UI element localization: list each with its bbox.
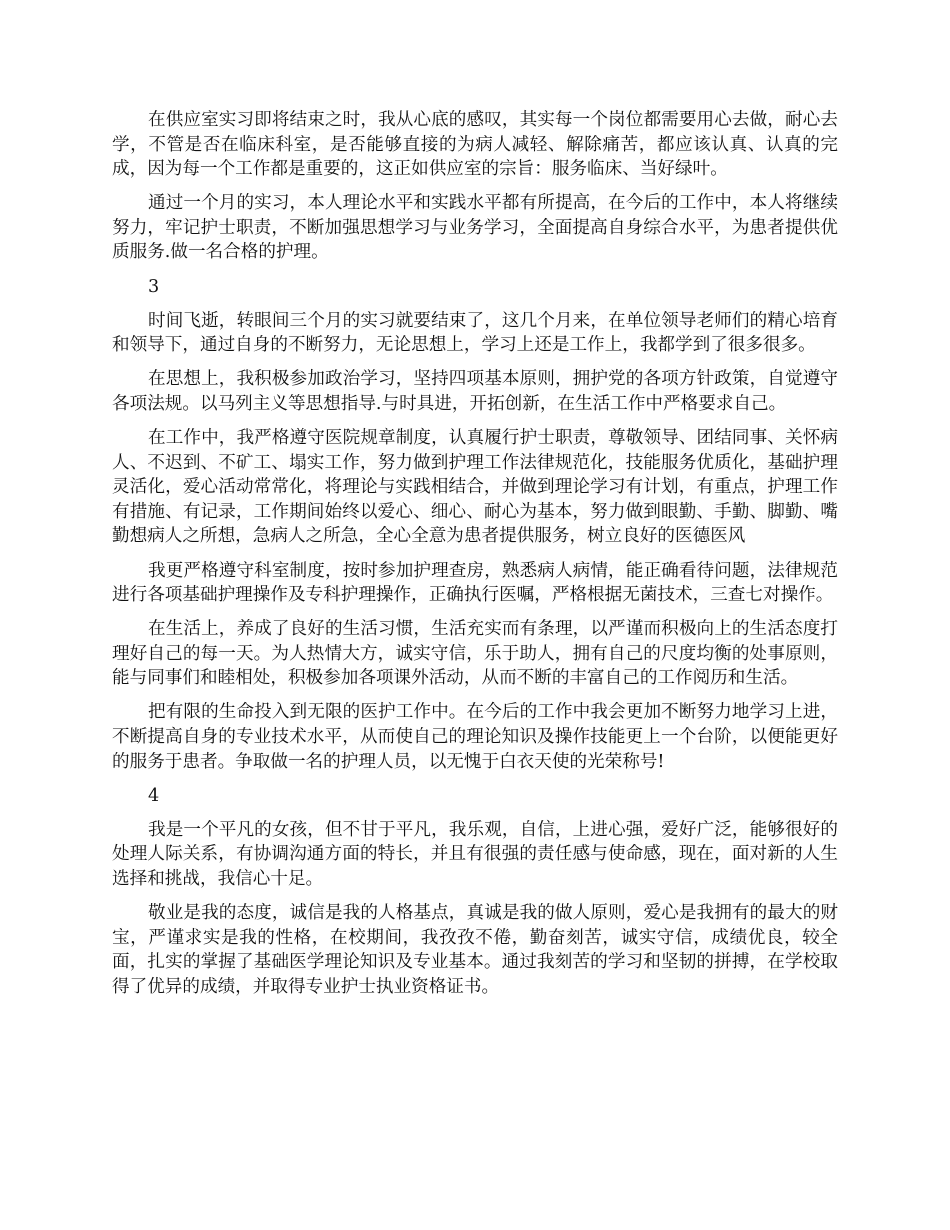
paragraph-1: 在供应室实习即将结束之时，我从心底的感叹，其实每一个岗位都需要用心去做，耐心去学，不管是否在临床科室，是否能够直接的为病人减轻、解除痛苦，都应该认真、认真的完成，因为每一个工作都是重要的，这正如供应室的宗旨：服务临床、当好绿叶。 bbox=[112, 110, 838, 180]
document-body bbox=[112, 108, 838, 1009]
paragraph-9: 我是一个平凡的女孩，但不甘于平凡，我乐观，自信，上进心强，爱好广泛，能够很好的处理人际关系，有协调沟通方面的特长，并且有很强的责任感与使命感，现在，面对新的人生选择和挑战，我信心十足。 bbox=[112, 819, 838, 890]
paragraph-2: 通过一个月的实习，本人理论水平和实践水平都有所提高，在今后的工作中，本人将继续努力，牢记护士职责，不断加强思想学习与业务学习，全面提高自身综合水平，为患者提供优质服务.做一名合格的护理。 bbox=[112, 193, 838, 263]
paragraph-4: 在思想上，我积极参加政治学习，坚持四项基本原则，拥护党的各项方针政策，自觉遵守各项法规。以马列主义等思想指导.与时具进，开拓创新，在生活工作中严格要求自己。 bbox=[112, 369, 838, 414]
paragraph-6: 我更严格遵守科室制度，按时参加护理查房，熟悉病人病情，能正确看待问题，法律规范进行各项基础护理操作及专科护理操作，正确执行医嘱，严格根据无菌技术，三查七对操作。 bbox=[112, 560, 838, 606]
paragraph-8: 把有限的生命投入到无限的医护工作中。在今后的工作中我会更加不断努力地学习上进，不断提高自身的专业技术水平，从而使自己的理论知识及操作技能更上一个台阶，以便能更好的服务于患者。争取做一名的护理人员，以无愧于白衣天使的光荣称号! bbox=[112, 702, 838, 772]
section-number-3: 3 bbox=[148, 276, 160, 297]
paragraph-3: 时间飞逝，转眼间三个月的实习就要结束了，这几个月来，在单位领导老师们的精心培育和领导下，通过自身的不断努力，无论思想上，学习上还是工作上，我都学到了很多很多。 bbox=[112, 310, 838, 356]
section-number-4: 4 bbox=[148, 785, 160, 806]
paragraph-7: 在生活上，养成了良好的生活习惯，生活充实而有条理，以严谨而积极向上的生活态度打理好自己的每一天。为人热情大方，诚实守信，乐于助人，拥有自己的尺度均衡的处事原则，能与同事们和睦相处，积极参加各项课外活动，从而不断的丰富自己的工作阅历和生活。 bbox=[112, 619, 838, 689]
paragraph-10: 敬业是我的态度，诚信是我的人格基点，真诚是我的做人原则，爱心是我拥有的最大的财宝，严谨求实是我的性格，在校期间，我孜孜不倦，勤奋刻苦，诚实守信，成绩优良，较全面，扎实的掌握了基础医学理论知识及专业基本。通过我刻苦的学习和坚韧的拼搏，在学校取得了优异的成绩，并取得专业护士执业资格证书。 bbox=[112, 903, 838, 997]
paragraph-5: 在工作中，我严格遵守医院规章制度，认真履行护士职责，尊敬领导、团结同事、关怀病人、不迟到、不矿工、塌实工作，努力做到护理工作法律规范化，技能服务优质化，基础护理灵活化，爱心活动常常化，将理论与实践相结合，并做到理论学习有计划，有重点，护理工作有措施、有记录，工作期间始终以爱心、细心、耐心为基本，努力做到眼勤、手勤、脚勤、嘴勤想病人之所想，急病人之所急，全心全意为患者提供服务，树立良好的医德医风 bbox=[112, 428, 838, 547]
